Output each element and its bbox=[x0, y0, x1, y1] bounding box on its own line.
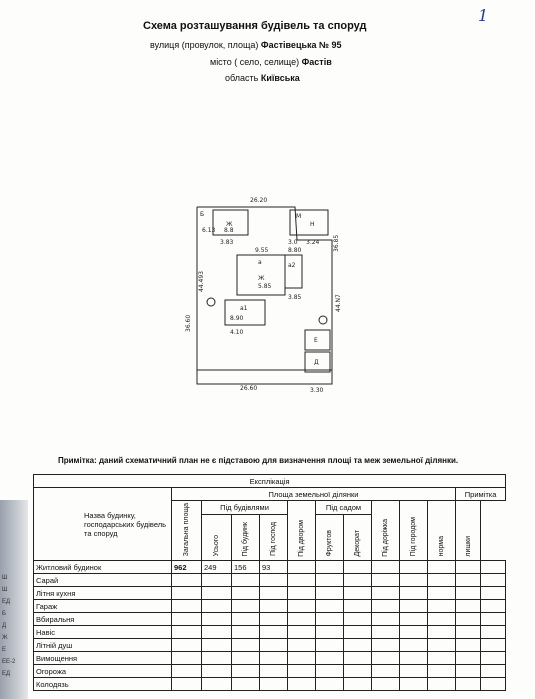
col-total: Загальна площа bbox=[172, 501, 202, 561]
region-line bbox=[225, 73, 300, 83]
dim-g: 8.90 bbox=[230, 315, 244, 322]
label-e: Е bbox=[314, 337, 318, 344]
table-row bbox=[34, 652, 506, 665]
edge-mark: Ш bbox=[2, 587, 8, 593]
table-row bbox=[34, 665, 506, 678]
col-yard: Під двором bbox=[288, 501, 316, 561]
edge-mark: Д bbox=[2, 623, 7, 629]
row-name: Колодязь bbox=[34, 678, 172, 691]
annex-a2 bbox=[285, 255, 302, 288]
page-number: 1 bbox=[478, 6, 489, 25]
col-decor: Декорат bbox=[344, 514, 372, 561]
edge-mark: Ш bbox=[2, 575, 8, 581]
col-note: Примітка bbox=[456, 488, 506, 501]
dim-right-2: 44.N7 bbox=[335, 294, 342, 312]
table-row bbox=[34, 639, 506, 652]
city-label: місто ( село, селище) bbox=[210, 57, 300, 67]
dim-top: 26.20 bbox=[250, 197, 268, 204]
page-title: Схема розташування будівель та споруд bbox=[143, 20, 367, 32]
explication-table bbox=[33, 474, 506, 691]
label-d: Д bbox=[314, 359, 319, 366]
dim-d: 8.80 bbox=[288, 247, 302, 254]
site-plan bbox=[180, 192, 350, 402]
well-marker-2 bbox=[319, 316, 327, 324]
col-norm: норма bbox=[428, 501, 456, 561]
row-household: 93 bbox=[260, 561, 288, 574]
city-value: Фастів bbox=[301, 57, 332, 67]
label-b: Б bbox=[200, 211, 205, 218]
edge-mark: ЕД bbox=[2, 671, 11, 677]
edge-mark: Е bbox=[2, 647, 7, 653]
table-row bbox=[34, 600, 506, 613]
row-name: Огорожа bbox=[34, 665, 172, 678]
label-a: а bbox=[258, 259, 262, 266]
dim-h: 4.10 bbox=[230, 329, 244, 336]
table-row bbox=[34, 613, 506, 626]
dim-i: 3.85 bbox=[288, 294, 302, 301]
dim-bottom: 26.60 bbox=[240, 385, 258, 392]
row-name: Вимощення bbox=[34, 652, 172, 665]
row-all: 249 bbox=[202, 561, 232, 574]
dim-e: 3.0 bbox=[288, 239, 298, 246]
label-n: Н bbox=[310, 221, 315, 228]
row-name: Сарай bbox=[34, 574, 172, 587]
note: Примітка: даний схематичний план не є підставою для визначення площі та меж земельної ділянки. bbox=[58, 456, 459, 465]
table-row bbox=[34, 574, 506, 587]
label-8-8: 8.8 bbox=[224, 227, 234, 234]
label-m: М bbox=[296, 213, 302, 220]
col-vegetable: Під городом bbox=[400, 501, 428, 561]
label-5-85: 5.85 bbox=[258, 283, 272, 290]
col-all: Усього bbox=[202, 514, 232, 561]
edge-mark: Ж bbox=[2, 635, 8, 641]
label-house: Ж bbox=[258, 275, 265, 282]
row-name: Навіс bbox=[34, 626, 172, 639]
dim-left-2: 44.493 bbox=[198, 271, 205, 292]
col-buildings: Під будівлями bbox=[202, 501, 288, 515]
col-garden: Під садом bbox=[316, 501, 372, 515]
col-fruit: Фруктов bbox=[316, 514, 344, 561]
table-row bbox=[34, 561, 506, 574]
table-row bbox=[34, 587, 506, 600]
label-a1: а1 bbox=[240, 305, 248, 312]
col-house: Під будинк bbox=[232, 514, 260, 561]
street-label: вулиця (провулок, площа) bbox=[150, 40, 259, 50]
label-a2: а2 bbox=[288, 262, 296, 269]
region-value: Київська bbox=[260, 73, 300, 83]
row-name: Житловий будинок bbox=[34, 561, 172, 574]
row-name: Гараж bbox=[34, 600, 172, 613]
col-area: Площа земельної ділянки bbox=[172, 488, 456, 501]
explication-title: Експлікація bbox=[34, 475, 506, 488]
edge-mark: ЕЕ-2 bbox=[2, 659, 16, 665]
row-house: 156 bbox=[232, 561, 260, 574]
well-marker bbox=[207, 298, 215, 306]
col-excess: лишки bbox=[456, 501, 481, 561]
row-total: 962 bbox=[172, 561, 202, 574]
dim-right: 36.85 bbox=[333, 234, 340, 252]
row-name: Літня кухня bbox=[34, 587, 172, 600]
street-line bbox=[150, 40, 342, 50]
edge-mark: Б bbox=[2, 611, 6, 617]
dim-a: 6.13 bbox=[202, 227, 216, 234]
city-line bbox=[210, 57, 332, 67]
row-name: Літній душ bbox=[34, 639, 172, 652]
dim-b: 3.83 bbox=[220, 239, 234, 246]
col-name: Назва будинку, господарських будівель та споруд bbox=[34, 488, 172, 561]
dim-c: 9.55 bbox=[255, 247, 269, 254]
col-paths: Під доріжка bbox=[372, 501, 400, 561]
table-row bbox=[34, 626, 506, 639]
label-zh: Ж bbox=[226, 221, 233, 228]
dim-left: 36.60 bbox=[185, 314, 192, 332]
dim-j: 3.30 bbox=[310, 387, 324, 394]
edge-mark: ЕД bbox=[2, 599, 11, 605]
binding-edge bbox=[0, 500, 28, 699]
row-name: Вбиральня bbox=[34, 613, 172, 626]
table-row bbox=[34, 678, 506, 691]
col-household: Під господ bbox=[260, 514, 288, 561]
region-label: область bbox=[225, 73, 259, 83]
dim-f: 3.24 bbox=[306, 239, 320, 246]
street-value: Фастівецька № 95 bbox=[260, 40, 342, 50]
